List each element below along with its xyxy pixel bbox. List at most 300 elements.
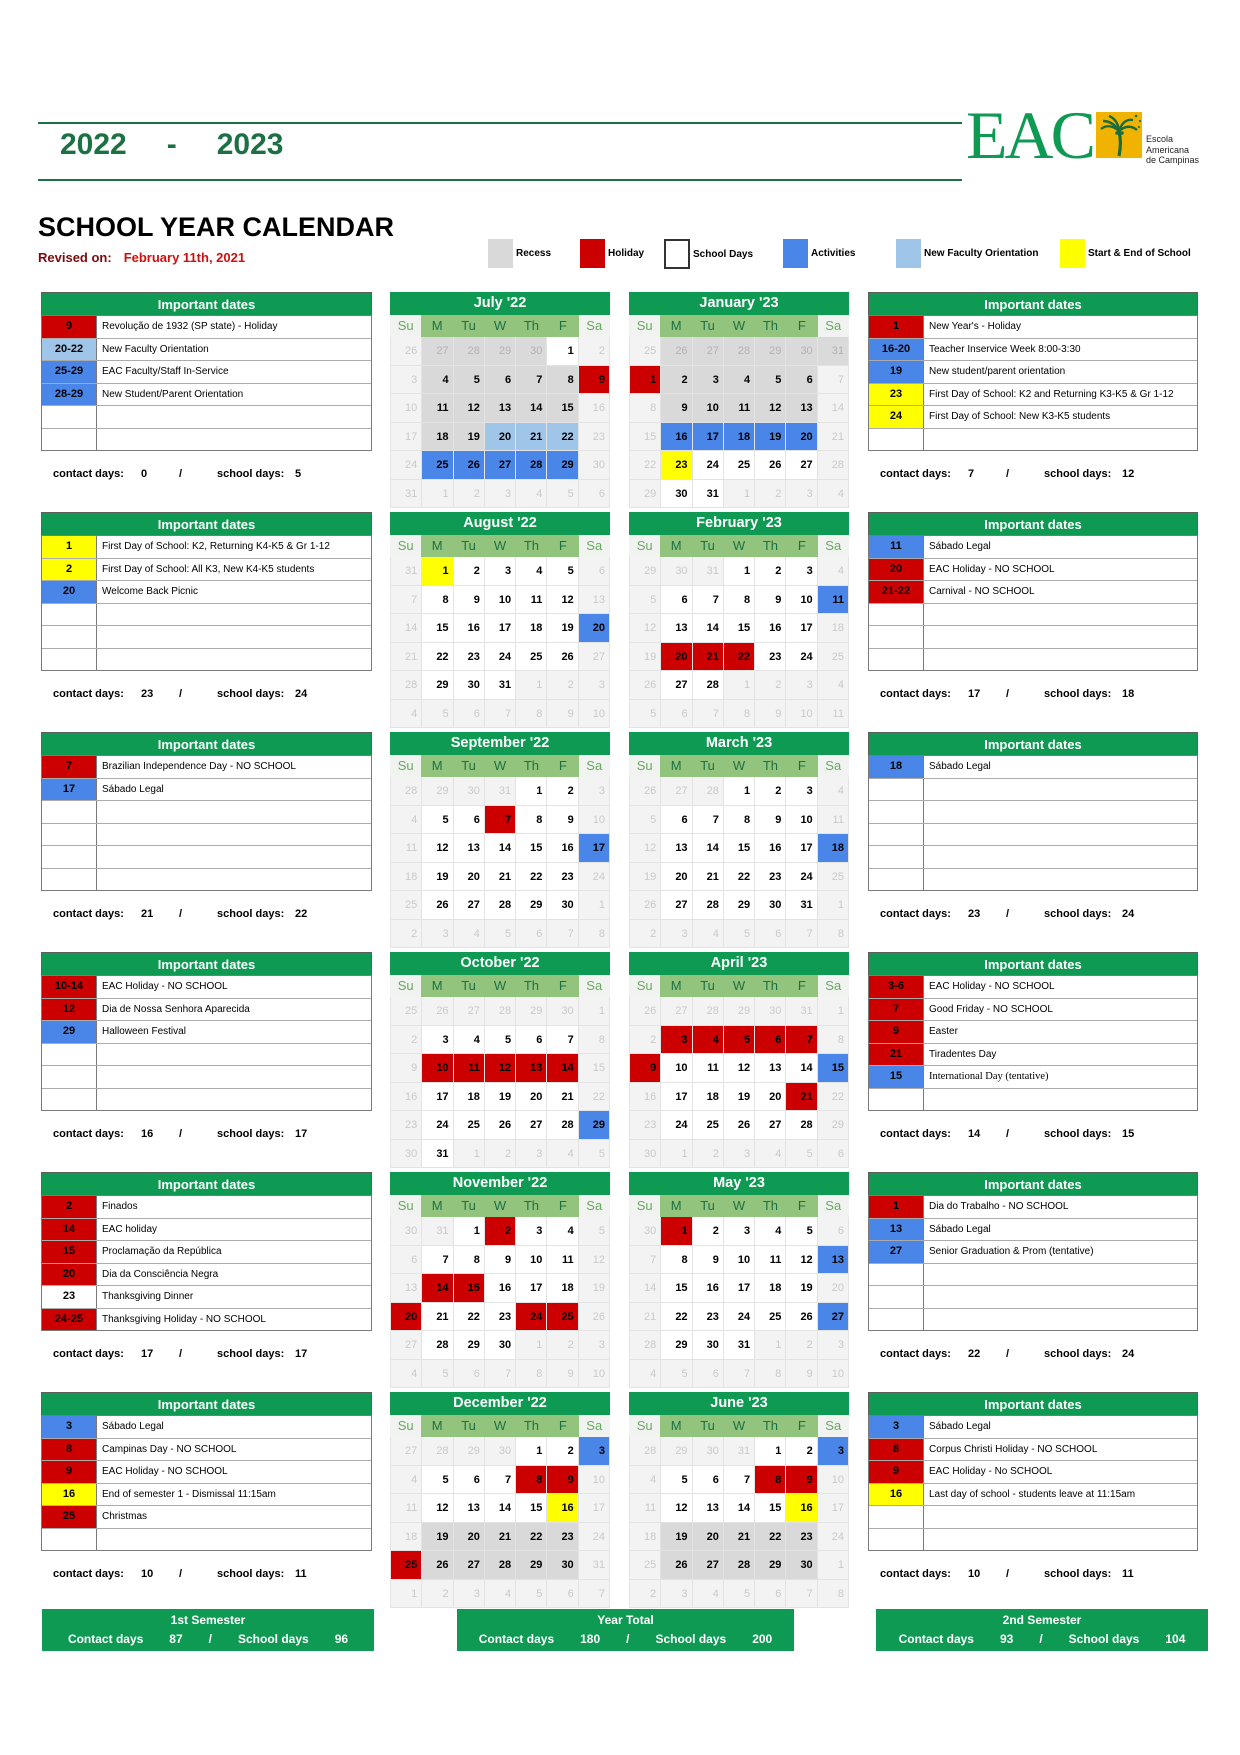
day-cell: 19 xyxy=(786,1274,817,1303)
week-row xyxy=(629,1466,849,1495)
day-cell: 14 xyxy=(516,394,547,423)
day-cell: 28 xyxy=(693,671,724,700)
weekday-header: M xyxy=(421,1415,452,1437)
day-cell: 16 xyxy=(579,394,610,423)
panel-desc: Tiradentes Day xyxy=(929,1048,997,1060)
day-cell: 6 xyxy=(390,1246,422,1275)
semester-bar-title: 1st Semester xyxy=(170,1613,246,1627)
day-cell: 26 xyxy=(390,337,422,366)
day-cell: 2 xyxy=(422,1580,453,1609)
day-cell: 18 xyxy=(818,834,849,863)
panel-desc: Dia de Nossa Senhora Aparecida xyxy=(102,1003,250,1015)
day-cell: 28 xyxy=(390,777,422,806)
day-cell: 6 xyxy=(661,700,692,729)
day-cell: 25 xyxy=(422,451,453,480)
panel-row xyxy=(42,756,371,779)
day-cell: 24 xyxy=(693,451,724,480)
day-cell: 27 xyxy=(661,997,692,1026)
panel-date xyxy=(869,1309,924,1331)
day-cell: 5 xyxy=(724,1026,755,1055)
day-cell: 24 xyxy=(516,1303,547,1332)
panel-row xyxy=(42,1021,371,1044)
contact-days-value: 7 xyxy=(968,468,975,480)
day-cell: 3 xyxy=(724,1217,755,1246)
day-cell: 12 xyxy=(485,1054,516,1083)
weekday-header: W xyxy=(484,1195,515,1217)
day-cell: 28 xyxy=(693,997,724,1026)
day-cell: 7 xyxy=(818,366,849,395)
calendar-row xyxy=(0,292,1240,512)
nfo-swatch xyxy=(896,239,921,268)
day-cell: 22 xyxy=(724,643,755,672)
activity-swatch xyxy=(783,239,808,268)
panel-desc xyxy=(97,846,371,868)
day-cell: 17 xyxy=(422,1083,453,1112)
day-cell: 18 xyxy=(454,1083,485,1112)
day-cell: 31 xyxy=(693,480,724,509)
panel-body xyxy=(868,755,1198,891)
holiday-swatch xyxy=(580,239,605,268)
school-days-label: School days xyxy=(1068,1632,1140,1646)
day-cell: 13 xyxy=(693,1494,724,1523)
day-cell: 4 xyxy=(390,700,422,729)
day-cell: 5 xyxy=(422,1466,453,1495)
day-cell: 1 xyxy=(516,671,547,700)
day-cell: 10 xyxy=(786,700,817,729)
day-cell: 2 xyxy=(755,777,786,806)
contact-days-label: Contact days xyxy=(478,1632,555,1646)
day-cell: 27 xyxy=(390,1331,422,1360)
day-cell: 5 xyxy=(755,366,786,395)
day-cell: 10 xyxy=(579,1360,610,1389)
day-cell: 29 xyxy=(629,480,661,509)
top-rule xyxy=(38,122,962,124)
school-days-value: 96 xyxy=(334,1632,349,1646)
weekday-header: Th xyxy=(516,755,547,777)
day-cell: 6 xyxy=(818,1217,849,1246)
day-cell: 2 xyxy=(693,1140,724,1169)
school-year-range xyxy=(60,128,284,162)
day-cell: 5 xyxy=(485,920,516,949)
weekday-header: Su xyxy=(390,1195,421,1217)
school-days-value: 15 xyxy=(1122,1128,1135,1140)
day-cell: 21 xyxy=(629,1303,661,1332)
page-title: SCHOOL YEAR CALENDAR xyxy=(38,212,395,242)
weekday-header: F xyxy=(547,1195,578,1217)
day-cell: 12 xyxy=(629,614,661,643)
day-cell: 21 xyxy=(818,423,849,452)
day-cell: 31 xyxy=(786,891,817,920)
day-cell: 6 xyxy=(755,1026,786,1055)
month-title: January '23 xyxy=(629,292,849,315)
panel-date: 14 xyxy=(42,1219,97,1241)
day-cell: 11 xyxy=(454,1054,485,1083)
panel-row xyxy=(869,1529,1197,1551)
important-dates-right xyxy=(868,1392,1198,1580)
day-cell: 14 xyxy=(786,1054,817,1083)
day-cell: 21 xyxy=(786,1083,817,1112)
day-cell: 8 xyxy=(516,806,547,835)
panel-desc xyxy=(97,429,371,451)
panel-row xyxy=(42,626,371,649)
day-cell: 27 xyxy=(693,337,724,366)
day-cell: 27 xyxy=(579,643,610,672)
weekday-header: M xyxy=(421,975,452,997)
school-days-value: 5 xyxy=(295,468,302,480)
month-february-23 xyxy=(629,512,849,728)
contact-days-value: 10 xyxy=(141,1568,154,1580)
school-days-value: 17 xyxy=(295,1128,308,1140)
day-cell: 23 xyxy=(786,1523,817,1552)
day-cell: 3 xyxy=(422,1026,453,1055)
day-cell: 1 xyxy=(516,777,547,806)
day-cell: 30 xyxy=(693,1437,724,1466)
week-row xyxy=(629,920,849,949)
panel-row xyxy=(42,1196,371,1219)
weekday-header: Sa xyxy=(579,535,610,557)
panel-desc: EAC Holiday - NO SCHOOL xyxy=(102,981,228,992)
panel-row xyxy=(42,1506,371,1529)
contact-days-value: 14 xyxy=(968,1128,981,1140)
day-cell: 24 xyxy=(786,863,817,892)
day-cell: 2 xyxy=(547,1437,578,1466)
day-cell: 18 xyxy=(390,1523,422,1552)
day-cell: 9 xyxy=(547,806,578,835)
contact-days-label: contact days: xyxy=(53,1128,124,1140)
day-cell: 26 xyxy=(755,451,786,480)
panel-header: Important dates xyxy=(868,1172,1198,1195)
day-cell: 15 xyxy=(661,1274,692,1303)
school-days-label: school days: xyxy=(1044,688,1112,700)
day-cell: 24 xyxy=(579,1523,610,1552)
day-cell: 14 xyxy=(485,1494,516,1523)
day-cell: 26 xyxy=(485,1111,516,1140)
week-row xyxy=(390,643,610,672)
day-cell: 16 xyxy=(454,614,485,643)
week-row xyxy=(629,643,849,672)
month-march-23 xyxy=(629,732,849,948)
week-row xyxy=(629,394,849,423)
day-cell: 8 xyxy=(516,1466,547,1495)
day-cell: 13 xyxy=(485,394,516,423)
panel-date: 11 xyxy=(869,536,924,558)
panel-row xyxy=(869,1241,1197,1264)
panel-date: 9 xyxy=(869,1021,924,1043)
panel-row xyxy=(869,1416,1197,1439)
weekday-header-row xyxy=(629,1415,849,1437)
panel-row xyxy=(42,1309,371,1331)
panel-date: 27 xyxy=(869,1241,924,1263)
panel-desc: Sábado Legal xyxy=(102,1421,164,1432)
panel-date: 17 xyxy=(42,779,97,801)
panel-row xyxy=(42,1241,371,1264)
week-row xyxy=(390,423,610,452)
panel-header: Important dates xyxy=(868,732,1198,755)
contact-days-line xyxy=(53,1568,307,1580)
day-cell: 31 xyxy=(485,671,516,700)
day-cell: 28 xyxy=(693,777,724,806)
panel-desc: New student/parent orientation xyxy=(929,366,1066,377)
panel-desc: Thanksgiving Dinner xyxy=(102,1291,194,1302)
slash: / xyxy=(1006,1568,1010,1580)
panel-date xyxy=(42,824,97,846)
month-title: June '23 xyxy=(629,1392,849,1415)
weekday-header-row xyxy=(629,975,849,997)
panel-row xyxy=(869,361,1197,384)
panel-date xyxy=(869,1264,924,1286)
recess-swatch xyxy=(488,239,513,268)
day-cell: 21 xyxy=(693,863,724,892)
day-cell: 16 xyxy=(547,834,578,863)
day-cell: 5 xyxy=(786,1140,817,1169)
day-cell: 8 xyxy=(818,920,849,949)
weekday-header: M xyxy=(660,1415,691,1437)
panel-date: 7 xyxy=(869,999,924,1021)
legend-item-startend xyxy=(1060,239,1191,268)
panel-row xyxy=(869,1286,1197,1309)
day-cell: 9 xyxy=(547,1466,578,1495)
panel-date xyxy=(42,1089,97,1111)
weekday-header: M xyxy=(421,755,452,777)
day-cell: 23 xyxy=(547,863,578,892)
important-dates-right xyxy=(868,512,1198,700)
panel-date: 8 xyxy=(869,1439,924,1461)
month-october-22 xyxy=(390,952,610,1168)
panel-desc xyxy=(924,801,1197,823)
day-cell: 31 xyxy=(724,1331,755,1360)
day-cell: 15 xyxy=(724,614,755,643)
panel-date: 23 xyxy=(42,1286,97,1308)
week-row xyxy=(629,700,849,729)
day-cell: 18 xyxy=(390,863,422,892)
day-cell: 4 xyxy=(755,1217,786,1246)
school-days-value: 18 xyxy=(1122,688,1135,700)
weekday-header: Tu xyxy=(453,975,484,997)
panel-desc xyxy=(924,1264,1197,1286)
panel-date: 25-29 xyxy=(42,361,97,383)
weekday-header: Su xyxy=(390,315,421,337)
day-cell: 18 xyxy=(547,1274,578,1303)
weekday-header: Su xyxy=(629,1415,660,1437)
panel-desc xyxy=(97,626,371,648)
panel-row xyxy=(869,384,1197,407)
day-cell: 19 xyxy=(755,423,786,452)
day-cell: 11 xyxy=(818,586,849,615)
day-cell: 26 xyxy=(422,1551,453,1580)
day-cell: 29 xyxy=(755,1551,786,1580)
day-cell: 3 xyxy=(579,777,610,806)
day-cell: 3 xyxy=(516,1217,547,1246)
day-cell: 6 xyxy=(516,1026,547,1055)
day-cell: 23 xyxy=(547,1523,578,1552)
month-august-22 xyxy=(390,512,610,728)
day-cell: 5 xyxy=(629,700,661,729)
panel-date xyxy=(42,649,97,671)
semester-bar-3 xyxy=(876,1609,1208,1651)
week-row xyxy=(390,1580,610,1609)
weekday-header-row xyxy=(629,535,849,557)
important-dates-left xyxy=(41,1392,372,1580)
day-cell: 12 xyxy=(422,1494,453,1523)
day-cell: 24 xyxy=(579,863,610,892)
panel-desc: First Day of School: K2 and Returning K3-K5 & Gr 1-12 xyxy=(929,388,1174,400)
weekday-header: Tu xyxy=(692,535,723,557)
panel-row xyxy=(869,801,1197,824)
day-cell: 19 xyxy=(629,643,661,672)
week-row xyxy=(629,1303,849,1332)
day-cell: 21 xyxy=(422,1303,453,1332)
day-cell: 11 xyxy=(516,586,547,615)
panel-row xyxy=(42,1089,371,1111)
day-cell: 19 xyxy=(454,423,485,452)
logo-org-line: de Campinas xyxy=(1146,155,1200,165)
week-row xyxy=(390,394,610,423)
panel-desc: First Day of School: K2, Returning K4-K5 & Gr 1-12 xyxy=(102,541,330,552)
panel-desc: EAC Faculty/Staff In-Service xyxy=(102,366,229,377)
panel-date: 18 xyxy=(869,756,924,778)
day-cell: 30 xyxy=(454,777,485,806)
day-cell: 18 xyxy=(693,1083,724,1112)
day-cell: 6 xyxy=(693,1466,724,1495)
day-cell: 22 xyxy=(422,643,453,672)
week-row xyxy=(629,1054,849,1083)
panel-desc xyxy=(97,1066,371,1088)
day-cell: 8 xyxy=(579,920,610,949)
day-cell: 29 xyxy=(516,891,547,920)
week-row xyxy=(629,451,849,480)
day-cell: 25 xyxy=(755,1303,786,1332)
day-cell: 21 xyxy=(485,863,516,892)
month-november-22 xyxy=(390,1172,610,1388)
panel-date xyxy=(869,801,924,823)
contact-days-value: 16 xyxy=(141,1128,154,1140)
day-cell: 31 xyxy=(818,337,849,366)
day-cell: 7 xyxy=(485,1466,516,1495)
day-cell: 13 xyxy=(661,614,692,643)
day-cell: 26 xyxy=(422,891,453,920)
day-cell: 7 xyxy=(724,1466,755,1495)
day-cell: 29 xyxy=(547,451,578,480)
day-cell: 4 xyxy=(516,557,547,586)
weekday-header: Th xyxy=(755,535,786,557)
legend-item-school xyxy=(664,239,753,269)
weekday-header: Sa xyxy=(818,1415,849,1437)
day-cell: 7 xyxy=(485,700,516,729)
panel-row xyxy=(869,976,1197,999)
panel-date: 16-20 xyxy=(869,339,924,361)
panel-row xyxy=(869,999,1197,1022)
day-cell: 30 xyxy=(693,1331,724,1360)
day-cell: 7 xyxy=(422,1246,453,1275)
day-cell: 26 xyxy=(661,1551,692,1580)
day-cell: 13 xyxy=(579,586,610,615)
panel-row xyxy=(869,536,1197,559)
day-cell: 3 xyxy=(786,671,817,700)
contact-days-value: 21 xyxy=(141,908,154,920)
week-row xyxy=(629,1523,849,1552)
week-row xyxy=(390,1246,610,1275)
weekday-header: F xyxy=(786,755,817,777)
day-cell: 20 xyxy=(454,863,485,892)
panel-body xyxy=(868,1415,1198,1551)
week-row xyxy=(390,1331,610,1360)
panel-row xyxy=(869,1196,1197,1219)
panel-row xyxy=(42,1416,371,1439)
panel-desc: Good Friday - NO SCHOOL xyxy=(929,1003,1053,1015)
day-cell: 17 xyxy=(579,834,610,863)
day-cell: 11 xyxy=(724,394,755,423)
weekday-header: F xyxy=(547,1415,578,1437)
day-cell: 28 xyxy=(485,1551,516,1580)
day-cell: 25 xyxy=(818,643,849,672)
day-cell: 25 xyxy=(547,1303,578,1332)
panel-date xyxy=(869,429,924,451)
panel-row xyxy=(869,429,1197,451)
panel-desc xyxy=(924,626,1197,648)
day-cell: 7 xyxy=(579,1580,610,1609)
day-cell: 31 xyxy=(786,997,817,1026)
day-cell: 29 xyxy=(755,337,786,366)
day-cell: 24 xyxy=(661,1111,692,1140)
panel-date: 13 xyxy=(869,1219,924,1241)
week-row xyxy=(390,557,610,586)
panel-desc xyxy=(924,869,1197,891)
panel-desc: First Day of School: All K3, New K4-K5 students xyxy=(102,563,315,575)
day-cell: 25 xyxy=(629,337,661,366)
startend-swatch xyxy=(1060,239,1085,268)
day-cell: 11 xyxy=(755,1246,786,1275)
school-days-value: 24 xyxy=(295,688,308,700)
week-row xyxy=(629,586,849,615)
panel-desc: EAC Holiday - NO SCHOOL xyxy=(929,563,1055,575)
day-cell: 16 xyxy=(755,614,786,643)
weekday-header: M xyxy=(660,535,691,557)
school-days-label: school days: xyxy=(1044,908,1112,920)
day-cell: 30 xyxy=(516,337,547,366)
weekday-header: M xyxy=(660,755,691,777)
day-cell: 1 xyxy=(454,1140,485,1169)
panel-row xyxy=(869,406,1197,429)
panel-desc: Finados xyxy=(102,1201,138,1212)
panel-row xyxy=(42,801,371,824)
day-cell: 21 xyxy=(390,643,422,672)
panel-desc: Revolução de 1932 (SP state) - Holiday xyxy=(102,321,278,332)
important-dates-right xyxy=(868,1172,1198,1360)
day-cell: 18 xyxy=(755,1274,786,1303)
day-cell: 15 xyxy=(724,834,755,863)
panel-row xyxy=(869,846,1197,869)
panel-date: 16 xyxy=(869,1484,924,1506)
day-cell: 6 xyxy=(454,1466,485,1495)
day-cell: 2 xyxy=(547,777,578,806)
school-days-label: school days: xyxy=(1044,1568,1112,1580)
day-cell: 1 xyxy=(755,1437,786,1466)
day-cell: 9 xyxy=(755,586,786,615)
day-cell: 29 xyxy=(485,337,516,366)
day-cell: 2 xyxy=(454,480,485,509)
day-cell: 16 xyxy=(485,1274,516,1303)
day-cell: 1 xyxy=(661,1140,692,1169)
bottom-rule xyxy=(38,179,962,181)
day-cell: 8 xyxy=(516,700,547,729)
day-cell: 1 xyxy=(724,480,755,509)
panel-header: Important dates xyxy=(41,512,372,535)
panel-row xyxy=(42,581,371,604)
month-title: July '22 xyxy=(390,292,610,315)
week-row xyxy=(390,1083,610,1112)
school-days-label: School days xyxy=(238,1632,309,1646)
day-cell: 4 xyxy=(818,480,849,509)
